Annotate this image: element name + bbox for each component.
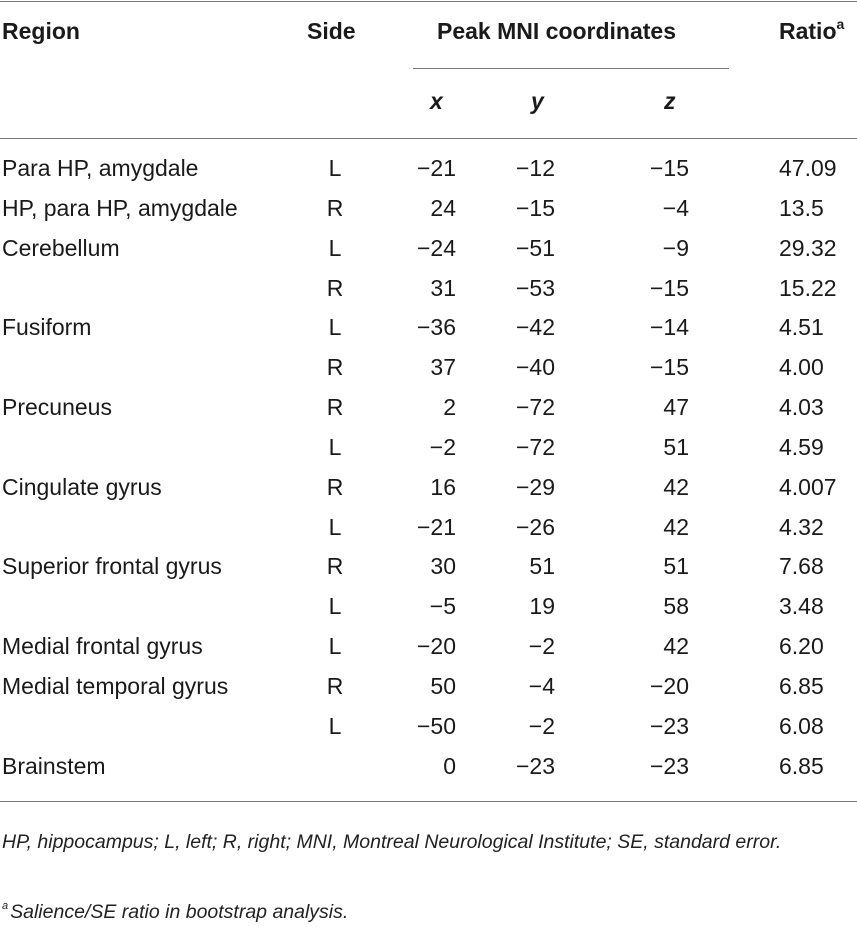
cell-side: L [328,433,342,460]
cell-ratio: 4.00 [779,354,824,381]
table-row [0,748,857,788]
table-body [0,150,857,788]
cell-ratio: 6.85 [779,672,824,699]
cell-x: 0 [443,752,456,779]
header-ratio-footnote-marker: a [836,16,845,32]
cell-side: L [328,155,342,181]
cell-y: −15 [515,194,555,221]
cell-x: 31 [430,274,456,301]
cell-y: −26 [515,513,555,540]
cell-ratio: 7.68 [779,553,824,580]
cell-z: 42 [663,473,689,500]
cell-side: R [326,553,344,580]
header-peak-mni-coordinates: Peak MNI coordinates [437,18,677,44]
cell-y: −29 [515,473,555,500]
cell-z: −20 [649,672,689,699]
cell-x: −21 [416,155,456,181]
cell-side: L [328,234,342,261]
header-ratio [779,18,844,45]
cell-side: L [328,314,342,341]
cell-x: −50 [416,712,456,739]
cell-ratio: 13.5 [779,194,824,221]
cell-z: −4 [662,194,689,221]
header-z: z [664,88,676,114]
cell-x: 24 [430,194,456,221]
table-row [0,190,857,230]
header-y: y [531,88,544,114]
cell-y: −42 [515,314,555,341]
bottom-rule [0,801,857,802]
header-x: x [430,88,443,114]
cell-side: L [328,712,342,739]
cell-z: −14 [649,314,689,341]
cell-y: −40 [515,354,555,381]
header-region: Region [2,18,80,44]
cell-z: 47 [663,394,689,421]
top-rule [0,1,857,2]
table-row [0,429,857,469]
cell-side: R [326,354,344,381]
header-ratio-label: Ratio [779,18,837,44]
cell-ratio: 4.59 [779,433,824,460]
cell-side: L [328,513,342,540]
cell-ratio: 6.85 [779,752,824,779]
cell-x: 30 [430,553,456,580]
table-row [0,548,857,588]
cell-ratio: 3.48 [779,593,824,620]
cell-y: −2 [528,712,555,739]
cell-region: Medial temporal gyrus [2,672,229,699]
cell-side: R [326,672,344,699]
cell-x: 50 [430,672,456,699]
cell-z: −23 [649,712,689,739]
cell-z: 42 [663,513,689,540]
cell-ratio: 4.32 [779,513,824,540]
peak-coordinates-rule [413,68,729,69]
cell-x: 37 [430,354,456,381]
table-row [0,588,857,628]
cell-region: Cerebellum [2,234,120,261]
table-row [0,628,857,668]
table-row [0,509,857,549]
cell-region: Fusiform [2,314,92,341]
cell-region: Para HP, amygdale [2,155,199,181]
cell-x: −24 [416,234,456,261]
cell-x: −36 [416,314,456,341]
table-row [0,230,857,270]
cell-x: −20 [416,633,456,660]
cell-y: −23 [515,752,555,779]
cell-ratio: 6.20 [779,633,824,660]
cell-ratio: 6.08 [779,712,824,739]
header-side: Side [307,18,356,44]
table-row [0,150,857,190]
cell-region: Cingulate gyrus [2,473,162,500]
cell-x: −5 [429,593,456,620]
cell-region: HP, para HP, amygdale [2,194,238,221]
cell-ratio: 47.09 [779,155,837,181]
cell-z: −15 [649,155,689,181]
table-row [0,270,857,310]
cell-side: L [328,633,342,660]
cell-z: 51 [663,433,689,460]
table-row [0,309,857,349]
cell-y: −51 [515,234,555,261]
cell-ratio: 4.007 [779,473,837,500]
table-row [0,469,857,509]
footnote-a-marker: a [2,900,9,912]
cell-x: 2 [443,394,456,421]
cell-y: −2 [528,633,555,660]
table-row [0,389,857,429]
cell-z: −15 [649,274,689,301]
cell-z: −23 [649,752,689,779]
cell-ratio: 4.51 [779,314,824,341]
footnote-a-text: Salience/SE ratio in bootstrap analysis. [10,901,349,923]
footnote-a [2,901,854,924]
table-row [0,668,857,708]
footnote-abbreviations: HP, hippocampus; L, left; R, right; MNI, Montreal Neurological Institute; SE, standard error. [2,831,782,853]
cell-x: −2 [429,433,456,460]
header-bottom-rule [0,138,857,139]
cell-y: −53 [515,274,555,301]
cell-y: −72 [515,433,555,460]
cell-region: Brainstem [2,752,106,779]
cell-ratio: 15.22 [779,274,837,301]
cell-z: −15 [649,354,689,381]
table-row [0,708,857,748]
cell-ratio: 29.32 [779,234,837,261]
cell-x: −21 [416,513,456,540]
cell-y: 19 [529,593,555,620]
cell-z: −9 [662,234,689,261]
cell-region: Precuneus [2,394,112,421]
cell-region: Superior frontal gyrus [2,553,222,580]
table-row [0,349,857,389]
cell-x: 16 [430,473,456,500]
cell-z: 42 [663,633,689,660]
cell-y: −72 [515,394,555,421]
cell-region: Medial frontal gyrus [2,633,203,660]
cell-y: 51 [529,553,555,580]
cell-y: −12 [515,155,555,181]
cell-side: R [326,194,344,221]
cell-z: 51 [663,553,689,580]
cell-z: 58 [663,593,689,620]
cell-ratio: 4.03 [779,394,824,421]
cell-side: R [326,473,344,500]
cell-side: R [326,394,344,421]
cell-side: R [326,274,344,301]
cell-y: −4 [528,672,555,699]
cell-side: L [328,593,342,620]
